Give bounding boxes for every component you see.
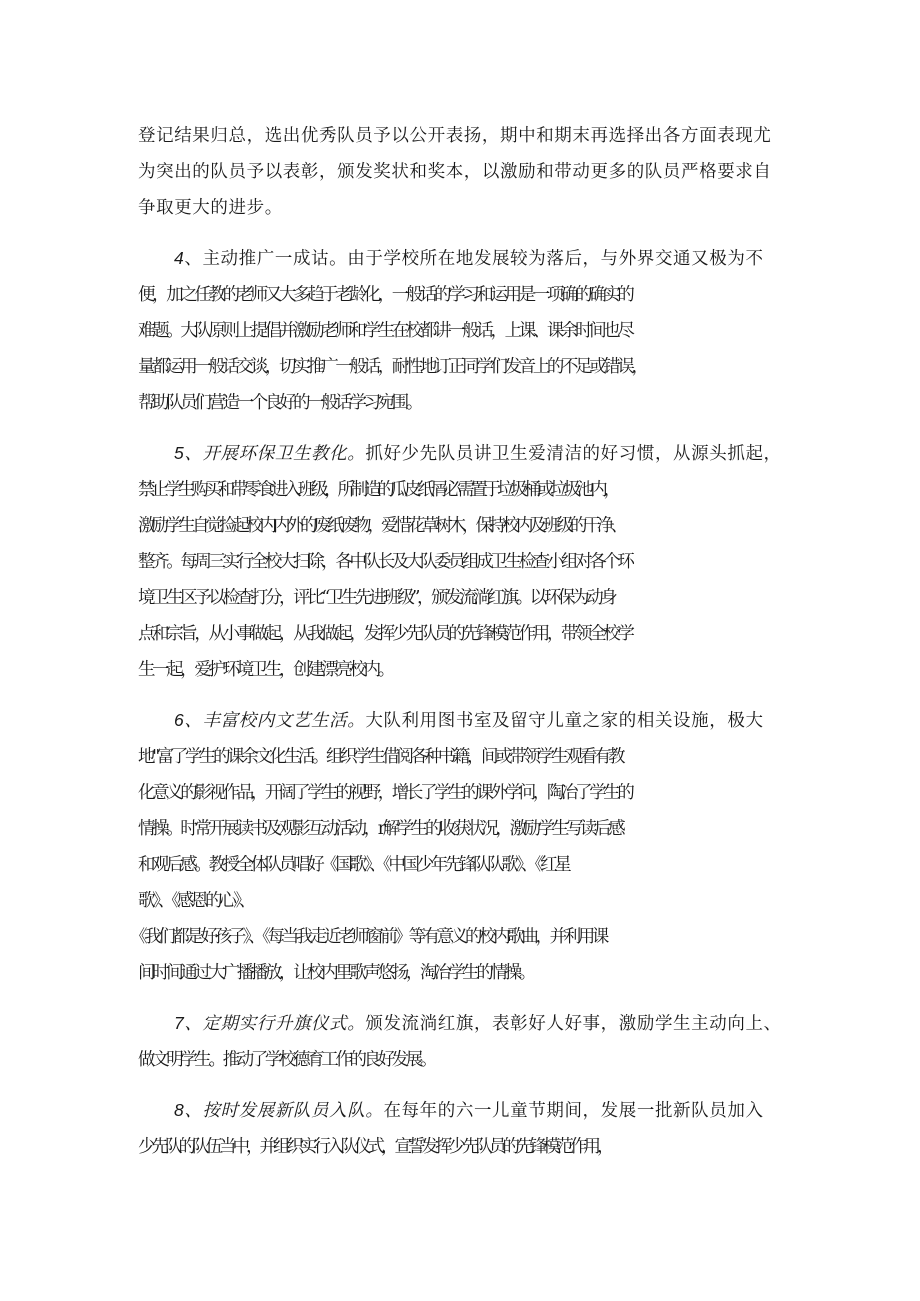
paragraph-5 <box>138 1005 798 1078</box>
text-segment: 颁发流淌红旗，表彰好人好事，激励学生主动向上、 <box>365 1014 782 1034</box>
text-line: 量都运用一般话交谈，切实推广一般话，耐性地订正同学们发音上的不足或错误， <box>138 357 646 377</box>
paragraph-1 <box>138 118 798 226</box>
text-line: 登记结果归总，选出优秀队员予以公开表扬，期中和期末再选择出各方面表现尤 <box>138 126 772 146</box>
text-line: 境卫生区予以检查打分，评比“卫生先进班级”，颁发流淌红旗。以环保为动身 <box>138 588 615 608</box>
item-number: 8 <box>174 1100 185 1120</box>
text-line: 整齐。每周三实行全校大扫除，各中队长及大队委员组成卫生检查小组对各个环 <box>138 552 632 572</box>
paragraph-2 <box>138 240 798 421</box>
paragraph-3 <box>138 435 798 688</box>
text-line: 和观后感。教授全体队员唱好《国歌》、《中国少年先锋队队歌》、《红星 <box>138 855 569 875</box>
item-number: 4 <box>174 248 185 268</box>
text-segment: 在每年的六一儿童节期间，发展一批新队员加入 <box>383 1101 764 1121</box>
text-line: 情操。时常开展读书及观影互动活动，r解学生的收获状况，激励学生写读后感 <box>138 819 623 839</box>
text-line: 《我们都是好孩子》、《每当我走近老师窗前》等有意义的校内歌曲，并利用课 <box>130 927 606 947</box>
text-line: 帮助队员们营造一个良好的一般话学习宛围。 <box>138 393 420 413</box>
item-number: 5 <box>174 443 185 463</box>
text-line: 激励学生自觉捡起校内内外的废纸废物，爱惜花草树木，保持校内及班级的干净、 <box>138 516 624 536</box>
text-line <box>138 1005 798 1042</box>
paragraph-4 <box>130 702 798 991</box>
text-line <box>138 702 798 739</box>
item-heading: 、定期实行升旗仪式。 <box>184 1014 366 1034</box>
item-heading: 、主动推广一成诂。 <box>184 249 348 269</box>
text-line: 争取更大的进步。 <box>138 198 283 218</box>
text-segment: 大队利用图书室及留守儿童之家的相关设施，极大 <box>365 711 764 731</box>
item-heading: 、按时发展新队员入队。 <box>184 1101 384 1121</box>
text-line: 禁止学生购买和带零食进入班级，所制造的瓜皮纸屑必需置于垃圾桶或垃圾池内， <box>138 480 617 500</box>
item-number: 6 <box>174 710 185 730</box>
text-line: 做文明学生。推动了学校德育工作的良好发展。 <box>138 1050 435 1070</box>
text-line: 为突出的队员予以表彰，颁发奖状和奖本，以激励和带动更多的队员严格要求自 <box>138 162 772 182</box>
text-line: 点和宗旨，从小事做起，从我做起，发挥少先队员的先锋模范作用，带领全校学 <box>138 624 632 644</box>
text-segment: 抓好少先队员讲卫生爱清洁的好习惯，从源头抓起， <box>365 444 782 464</box>
text-line <box>138 240 798 277</box>
text-line: 生一起，爱护环境卫生，创建漂亮校内。 <box>138 660 392 680</box>
text-line: 间时间通过大广播播放，让校内里歌声悠扬，淘冶学生的情操。 <box>138 963 533 983</box>
paragraph-6 <box>138 1092 798 1165</box>
text-line: 便，加之任教的老师又大多趋于老龄化，一般话的学习和运用是一项确的确实的 <box>138 285 632 305</box>
document-body <box>130 118 798 1165</box>
text-line <box>138 435 798 472</box>
text-line: 歌》、《感恩的心》、 <box>138 891 253 911</box>
text-line: 地"富了学生的课余文化生活。组织学生借阅各种书籍，间或带领学生观看有教 <box>138 747 623 767</box>
item-number: 7 <box>174 1013 185 1033</box>
item-heading: 、开展环保卫生教化。 <box>184 444 366 464</box>
text-line <box>138 1092 798 1129</box>
item-heading: 、丰富校内文艺生活。 <box>184 711 366 731</box>
text-segment: 由于学校所在地发展较为落后，与外界交通又极为不 <box>347 249 764 269</box>
text-line: 少先队的队伍当中，并组织实行入队仪式，宣誓发挥少先队员的先锋模范作用， <box>138 1137 611 1157</box>
text-line: 化意义的影视作品，开阔了学生的视野，增长了学生的课外学问，陶冶了学生的 <box>138 783 632 803</box>
text-line: 难题。大队原则上提倡并激励老师和学生在校都讲一般话，上课、课余时间也尽 <box>138 321 632 341</box>
